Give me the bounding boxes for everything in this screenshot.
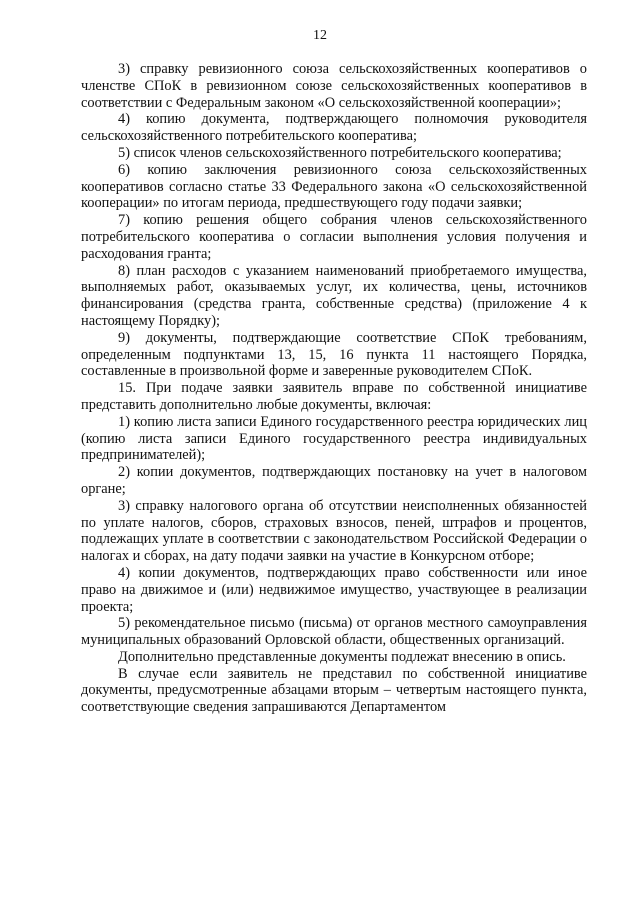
- page-number: 12: [313, 28, 327, 43]
- paragraph-item-7-general-meeting-decision: 7) копию решения общего собрания членов сельскохозяйственного потребительского кооператива о согласии выполнения условия получения и расходования гранта;: [81, 212, 587, 262]
- paragraph-clause-15-item-1-registry-extract: 1) копию листа записи Единого государственного реестра юридических лиц (копию листа записи Единого государственного реестра индивидуальных предпринимателей);: [81, 413, 587, 464]
- document-body: [81, 61, 587, 716]
- paragraph-clause-15-item-2-tax-registration: 2) копии документов, подтверждающих постановку на учет в налоговом органе;: [81, 464, 587, 497]
- paragraph-item-9-compliance-documents: 9) документы, подтверждающие соответствие СПоК требованиям, определенным подпунктами 13, 15, 16 пункта 11 настоящего Порядка, составленные в произвольной форме и заверенные руководителем СПоК.: [81, 329, 587, 380]
- paragraph-inventory-note: Дополнительно представленные документы подлежат внесению в опись.: [118, 648, 566, 665]
- paragraph-item-6-audit-conclusion: 6) копию заключения ревизионного союза сельскохозяйственных кооперативов согласно статье 33 Федерального закона «О сельскохозяйственной кооперации» по итогам периода, предшествующего году подачи заявки;: [81, 161, 587, 212]
- paragraph-item-3-revision-union-certificate: 3) справку ревизионного союза сельскохозяйственных кооперативов о членстве СПоК в ревизионном союзе сельскохозяйственных кооперативов в соответствии с Федеральным законом «О сельскохозяйственной кооперации»;: [81, 61, 587, 111]
- paragraph-item-5-members-list: 5) список членов сельскохозяйственного потребительского кооператива;: [118, 144, 562, 161]
- paragraph-clause-15-intro: 15. При подаче заявки заявитель вправе по собственной инициативе представить дополнительно любые документы, включая:: [81, 380, 587, 413]
- paragraph-clause-15-item-4-property-rights: 4) копии документов, подтверждающих право собственности или иное право на движимое и (или) недвижимое имущество, участвующее в реализации проекта;: [81, 564, 587, 615]
- paragraph-clause-15-item-3-tax-certificate: 3) справку налогового органа об отсутствии неисполненных обязанностей по уплате налогов, сборов, страховых взносов, пеней, штрафов и процентов, подлежащих уплате в соответствии с законодательством Российской Федерации о налогах и сборах, на дату подачи заявки на участие в Конкурсном отборе;: [81, 497, 587, 565]
- paragraph-item-8-expense-plan: 8) план расходов с указанием наименований приобретаемого имущества, выполняемых работ, оказываемых услуг, их количества, цены, источников финансирования (средства гранта, собственные средства) (приложение 4 к настоящему Порядку);: [81, 262, 587, 329]
- paragraph-department-request: В случае если заявитель не представил по собственной инициативе документы, предусмотренные абзацами вторым – четвертым настоящего пункта, соответствующие сведения запрашиваются Департаментом: [81, 665, 587, 716]
- paragraph-item-4-authority-document: 4) копию документа, подтверждающего полномочия руководителя сельскохозяйственного потребительского кооператива;: [81, 111, 587, 145]
- paragraph-clause-15-item-5-recommendation-letter: 5) рекомендательное письмо (письма) от органов местного самоуправления муниципальных образований Орловской области, общественных организаций.: [81, 615, 587, 649]
